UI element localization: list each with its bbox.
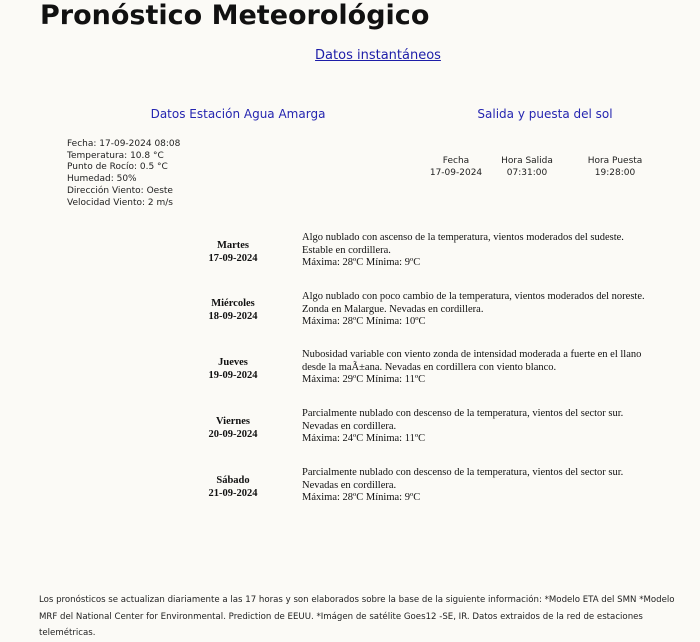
station-dew-point: Punto de Rocío: 0.5 °C <box>67 162 168 173</box>
forecast-text <box>302 349 697 387</box>
forecast-temps: Máxima: 24ºC Mínima: 11ºC <box>302 433 426 445</box>
station-heading: Datos Estación Agua Amarga <box>150 107 326 121</box>
sun-heading: Salida y puesta del sol <box>477 107 613 121</box>
forecast-temps: Máxima: 29ºC Mínima: 11ºC <box>302 374 426 386</box>
sun-header-sunrise: Hora Salida <box>501 156 553 166</box>
sun-date: 17-09-2024 <box>429 168 483 178</box>
forecast-date: 19-09-2024 <box>208 370 258 381</box>
sun-table-header <box>427 155 661 167</box>
forecast-day-name: Sábado <box>216 475 250 486</box>
forecast-desc-line: Algo nublado con poco cambio de la temperatura, vientos moderados del noreste. <box>302 291 645 302</box>
station-humidity: Humedad: 50% <box>67 174 137 185</box>
station-temperature: Temperatura: 10.8 °C <box>67 150 164 161</box>
footer-note: Los pronósticos se actualizan diariamente a las 17 horas y son elaborados sobre la base de la siguiente información: *Modelo ETA del SMN *Modelo MRF del National Center for Environmental. Prediction de EEUU. *Imágen de satélite Goes12 -SE, IR. Datos extraidos de la red de estaciones telemétricas. <box>39 595 675 638</box>
forecast-text <box>302 291 697 329</box>
sun-header-sunset: Hora Puesta <box>587 156 643 166</box>
forecast-date: 17-09-2024 <box>208 253 258 264</box>
forecast-desc-line: Parcialmente nublado con descenso de la temperatura, vientos del sector sur. <box>302 467 624 478</box>
station-wind-speed: Velocidad Viento: 2 m/s <box>67 197 173 208</box>
forecast-date: 20-09-2024 <box>208 429 258 440</box>
forecast-desc-line: Parcialmente nublado con descenso de la temperatura, vientos del sector sur. <box>302 408 624 419</box>
station-data-list <box>67 139 180 209</box>
forecast-text <box>302 232 697 270</box>
forecast-day <box>182 356 284 382</box>
sun-table <box>427 155 661 179</box>
forecast-date: 18-09-2024 <box>208 311 258 322</box>
forecast-text <box>302 408 697 446</box>
forecast-day-name: Jueves <box>218 357 248 368</box>
forecast-day <box>182 415 284 441</box>
forecast-temps: Máxima: 28ºC Mínima: 10ºC <box>302 316 426 328</box>
sun-header-date: Fecha <box>442 156 470 166</box>
forecast-day <box>182 297 284 323</box>
forecast-day-name: Viernes <box>215 416 251 427</box>
forecast-desc-line: Algo nublado con ascenso de la temperatura, vientos moderados del sudeste. <box>302 232 624 243</box>
station-date: Fecha: 17-09-2024 08:08 <box>67 139 181 149</box>
sunrise-time: 07:31:00 <box>506 168 548 178</box>
forecast-day <box>182 239 284 265</box>
forecast-day-name: Miércoles <box>211 298 255 309</box>
forecast-day-name: Martes <box>216 240 250 251</box>
sun-table-row <box>427 167 661 179</box>
forecast-temps: Máxima: 28ºC Mínima: 9ºC <box>302 257 421 269</box>
forecast-desc-line: Nevadas en cordillera. <box>302 479 397 491</box>
forecast-desc-line: Nubosidad variable con viento zonda de intensidad moderada a fuerte en el llano <box>302 349 642 360</box>
forecast-desc-line: desde la maÃ±ana. Nevadas en cordillera con viento blanco. <box>302 361 557 373</box>
forecast-date: 21-09-2024 <box>208 488 258 499</box>
instant-data-link[interactable]: Datos instantáneos <box>315 48 441 63</box>
forecast-day <box>182 474 284 500</box>
page-title: Pronóstico Meteorológico <box>40 0 430 31</box>
sunset-time: 19:28:00 <box>594 168 636 178</box>
station-wind-direction: Dirección Viento: Oeste <box>67 185 173 196</box>
forecast-temps: Máxima: 28ºC Mínima: 9ºC <box>302 492 421 504</box>
forecast-text <box>302 467 697 505</box>
forecast-desc-line: Zonda en Malargue. Nevadas en cordillera. <box>302 303 484 315</box>
forecast-desc-line: Estable en cordillera. <box>302 244 391 256</box>
forecast-desc-line: Nevadas en cordillera. <box>302 420 397 432</box>
